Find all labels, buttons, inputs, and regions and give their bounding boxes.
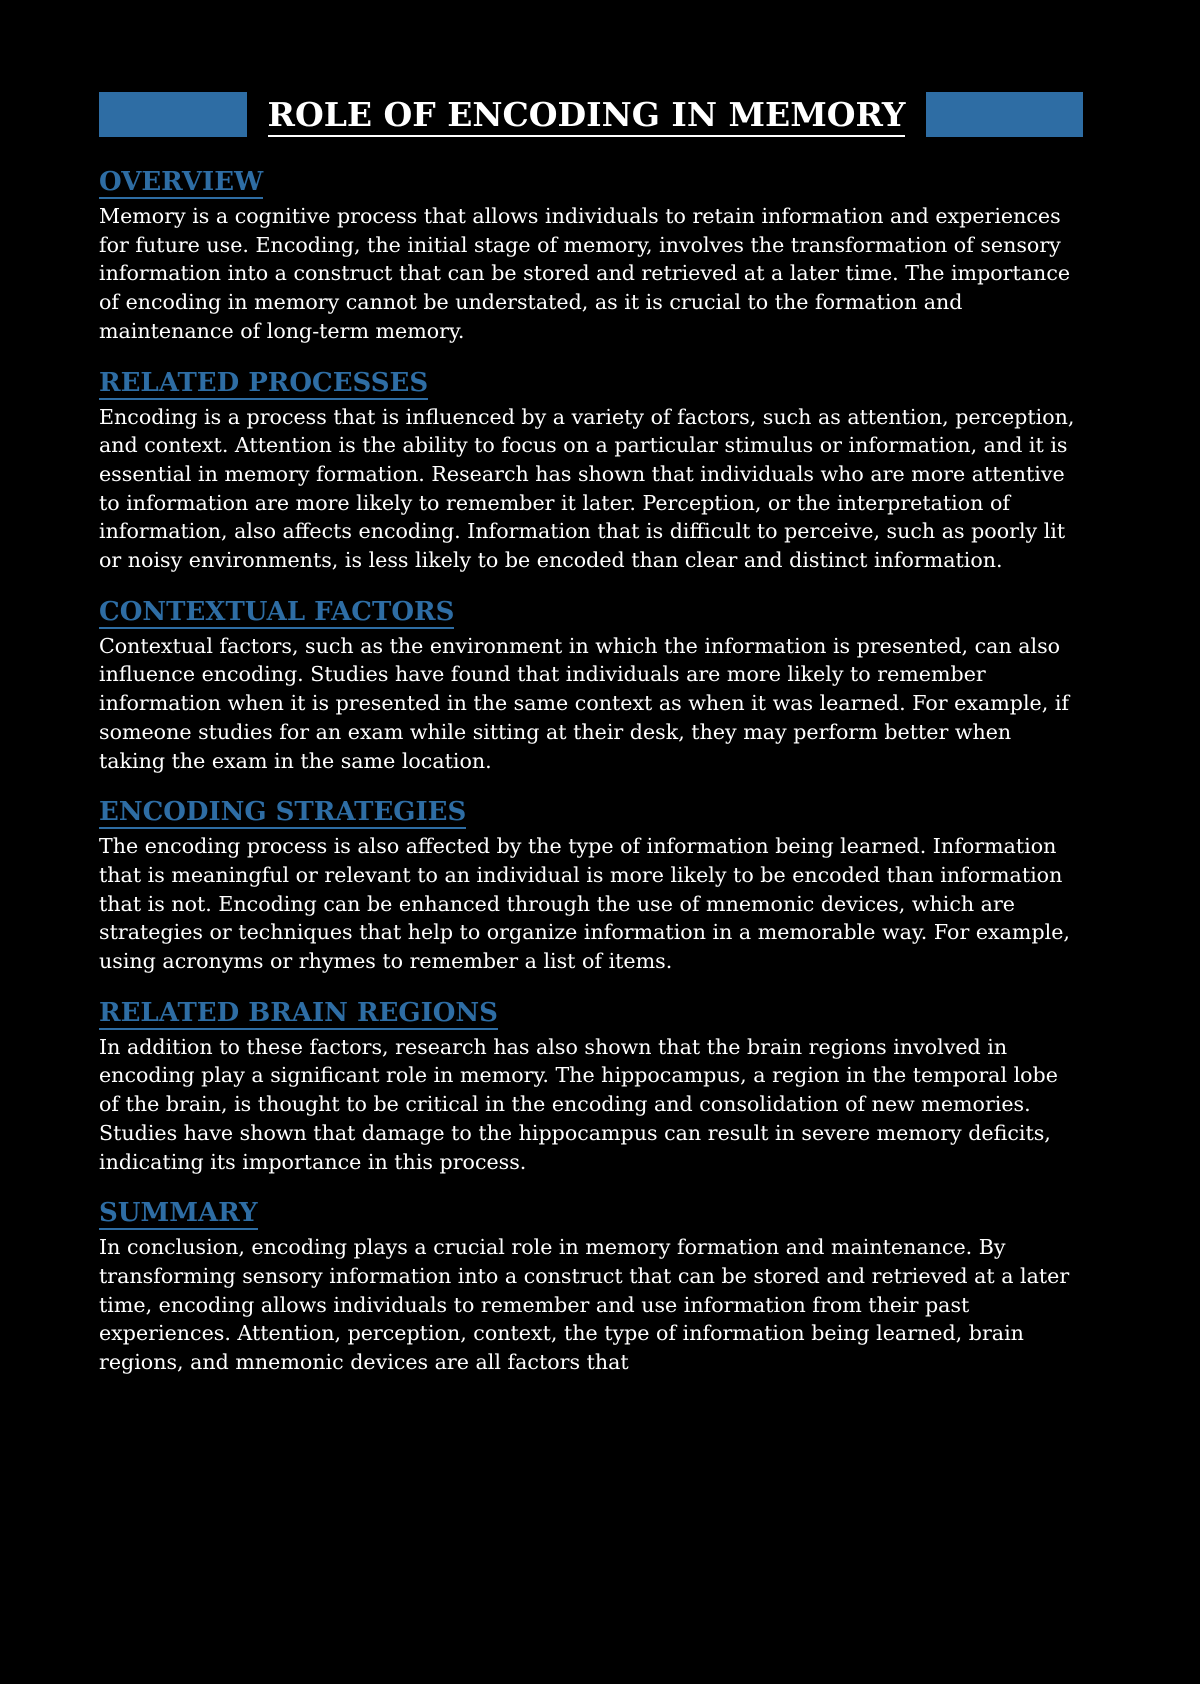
section-body: In conclusion, encoding plays a crucial role in memory formation and maintenance. By transforming sensory information into a construct that can be stored and retrieved at a later time, encoding allows individuals to remember and use information from their past experiences. Attention, perception, context, the type of information being learned, brain regions, and mnemonic devices are all factors that xyxy=(99,1235,1070,1375)
section-summary xyxy=(99,1198,1083,1377)
section-heading: OVERVIEW xyxy=(99,167,264,197)
document-page xyxy=(99,92,1083,1399)
section-heading: RELATED PROCESSES xyxy=(99,367,429,398)
section-body: Contextual factors, such as the environment in which the information is presented, can also influence encoding. Studies have found that individuals are more likely to remember information when it is presented in the same context as when it was learned. For example, if someone studies for an exam while sitting at their desk, they may perform better when taking the exam in the same location. xyxy=(99,633,1070,773)
section-body: The encoding process is also affected by the type of information being learned. Information that is meaningful or relevant to an individual is more likely to be encoded than information that is not. Encoding can be enhanced through the use of mnemonic devices, which are strategies or techniques that help to organize information in a memorable way. For example, using acronyms or rhymes to remember a list of items. xyxy=(99,834,1070,974)
title-bar xyxy=(99,92,1083,137)
title-accent-block-left xyxy=(99,92,247,137)
page-title xyxy=(247,95,926,134)
section-related-brain-regions xyxy=(99,998,1083,1177)
section-encoding-strategies xyxy=(99,797,1083,976)
page-title-text: ROLE OF ENCODING IN MEMORY xyxy=(268,95,906,137)
section-body: Memory is a cognitive process that allows individuals to retain information and experiences for future use. Encoding, the initial stage of memory, involves the transformation of sensory information into a construct that can be stored and retrieved at a later time. The importance of encoding in memory cannot be understated, as it is crucial to the formation and maintenance of long-term memory. xyxy=(99,204,1071,343)
section-contextual-factors xyxy=(99,597,1083,776)
title-accent-block-right xyxy=(926,92,1083,137)
section-body: Encoding is a process that is influenced by a variety of factors, such as attention, perception, and context. Attention is the ability to focus on a particular stimulus or information, and it is essential in memory formation. Research has shown that individuals who are more attentive to information are more likely to remember it later. Perception, or the interpretation of information, also affects encoding. Information that is difficult to perceive, such as poorly lit or noisy environments, is less likely to be encoded than clear and distinct information. xyxy=(99,404,1075,573)
section-heading: ENCODING STRATEGIES xyxy=(99,797,467,828)
section-heading: RELATED BRAIN REGIONS xyxy=(99,997,498,1028)
section-related-processes xyxy=(99,368,1083,575)
section-overview xyxy=(99,167,1083,346)
section-heading: CONTEXTUAL FACTORS xyxy=(99,596,455,627)
section-heading: SUMMARY xyxy=(99,1198,258,1229)
section-body: In addition to these factors, research has also shown that the brain regions involved in encoding play a significant role in memory. The hippocampus, a region in the temporal lobe of the brain, is thought to be critical in the encoding and consolidation of new memories. Studies have shown that damage to the hippocampus can result in severe memory deficits, indicating its importance in this process. xyxy=(99,1034,1058,1174)
